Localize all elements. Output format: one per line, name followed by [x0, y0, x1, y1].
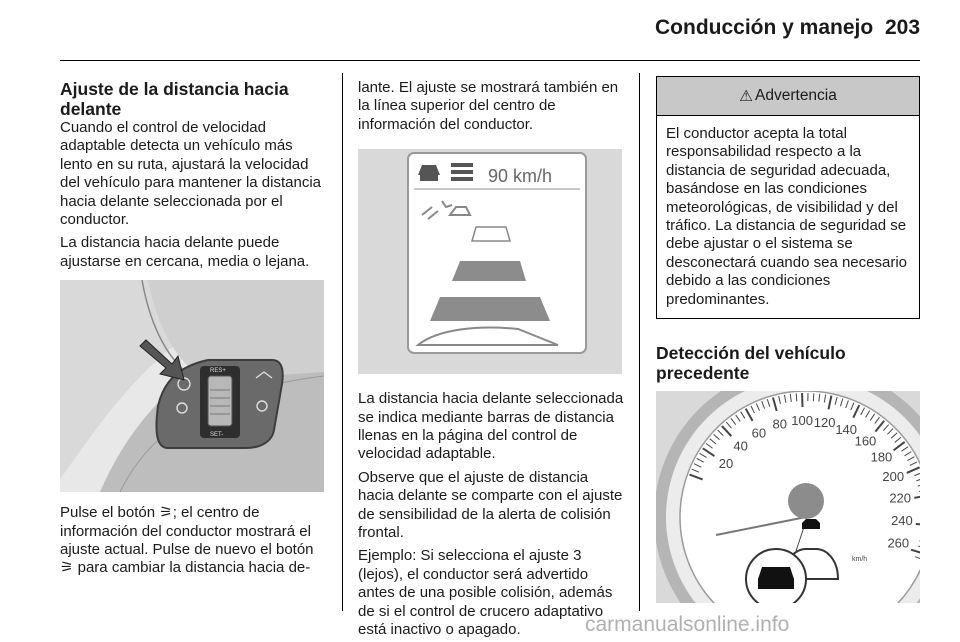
warning-body — [657, 116, 919, 318]
gauge-tick — [916, 524, 920, 525]
gauge-unit-label: km/h — [852, 556, 868, 564]
distance-button-icon: ⚞ — [159, 504, 173, 522]
warning-title: Advertencia — [755, 87, 837, 104]
gauge-speed-label: 240 — [891, 513, 913, 529]
gauge-speed-label: 40 — [733, 438, 748, 454]
speedometer-illustration — [656, 391, 920, 603]
distance-button-icon: ⚞ — [60, 559, 74, 577]
column-divider-1 — [342, 73, 343, 611]
warning-triangle-icon: ⚠ — [739, 87, 754, 105]
column-divider-2 — [639, 73, 640, 611]
svg-text:SET-: SET- — [210, 432, 224, 439]
paragraph: Cuando el control de velocidad adaptable detecta un vehículo más lento en su ruta, ajustará la velocidad del vehículo para mantener la distancia hacia delante seleccionada por el conductor. — [60, 119, 321, 229]
header-rule — [60, 60, 920, 61]
paragraph: Ejemplo: Si selecciona el ajuste 3 (lejos), el conductor será advertido antes de una posible colisión, además de si el control de crucero adaptativo está inactivo o apagado. — [358, 547, 613, 639]
running-header-title: Conducción y manejo — [655, 16, 874, 39]
gauge-speed-label: 220 — [889, 490, 912, 506]
section-heading-vehicle-detection: Detección del vehículo precedente — [656, 343, 846, 384]
gauge-tick — [813, 393, 814, 401]
page-number: 203 — [885, 16, 921, 39]
gauge-speed-label: 60 — [751, 425, 767, 441]
gauge-speed-label: 20 — [718, 456, 734, 472]
section-heading-forward-distance: Ajuste de la distancia hacia delante — [60, 79, 289, 119]
gauge-tick — [796, 393, 797, 401]
gauge-speed-label: 180 — [870, 449, 893, 465]
gauge-speed-label: 140 — [835, 421, 858, 437]
warning-header — [657, 77, 919, 116]
paragraph-press-button: Pulse el botón ⚞; el centro de información del conductor mostrará el ajuste actual. Pulse de nuevo el botón ⚞ para cambiar la distancia hacia de- — [60, 504, 314, 577]
gauge-speed-label: 120 — [813, 414, 836, 430]
middle-column — [358, 79, 626, 640]
gauge-speed-label: 100 — [791, 413, 813, 429]
paragraph: lante. El ajuste se mostrará también en la línea superior del centro de información del conductor. — [358, 79, 619, 133]
paragraph: La distancia hacia delante seleccionada se indica mediante barras de distancia llenas en la página del control de velocidad adaptable. — [358, 390, 624, 463]
right-column — [656, 79, 920, 603]
gauge-speed-label: 160 — [854, 433, 877, 449]
display-speed-readout: 90 km/h — [488, 166, 553, 187]
warning-text: El conductor acepta la total responsabilidad respecto a la distancia de seguridad adecuada, basándose en las condiciones meteorológicas, de visibilidad y del tráfico. La distancia de seguridad se debe ajustar o el sistema se desconectará cuando sea necesario debido a las condiciones predominantes. — [666, 125, 907, 308]
left-column — [60, 79, 325, 578]
paragraph: Observe que el ajuste de distancia hacia delante se comparte con el ajuste de sensibilidad de la alerta de colisión frontal. — [358, 468, 623, 542]
paragraph: La distancia hacia delante puede ajustarse en cercana, media o lejana. — [60, 234, 310, 270]
gauge-speed-label: 80 — [772, 416, 787, 432]
gauge-speed-label: 200 — [882, 469, 905, 485]
steering-wheel-illustration — [60, 280, 324, 492]
warning-box — [656, 76, 920, 319]
watermark-text: carmanualsonline.info — [585, 613, 790, 636]
svg-text:RES+: RES+ — [210, 368, 226, 375]
driver-information-display-illustration — [358, 149, 622, 374]
gauge-speed-label: 260 — [887, 535, 910, 551]
